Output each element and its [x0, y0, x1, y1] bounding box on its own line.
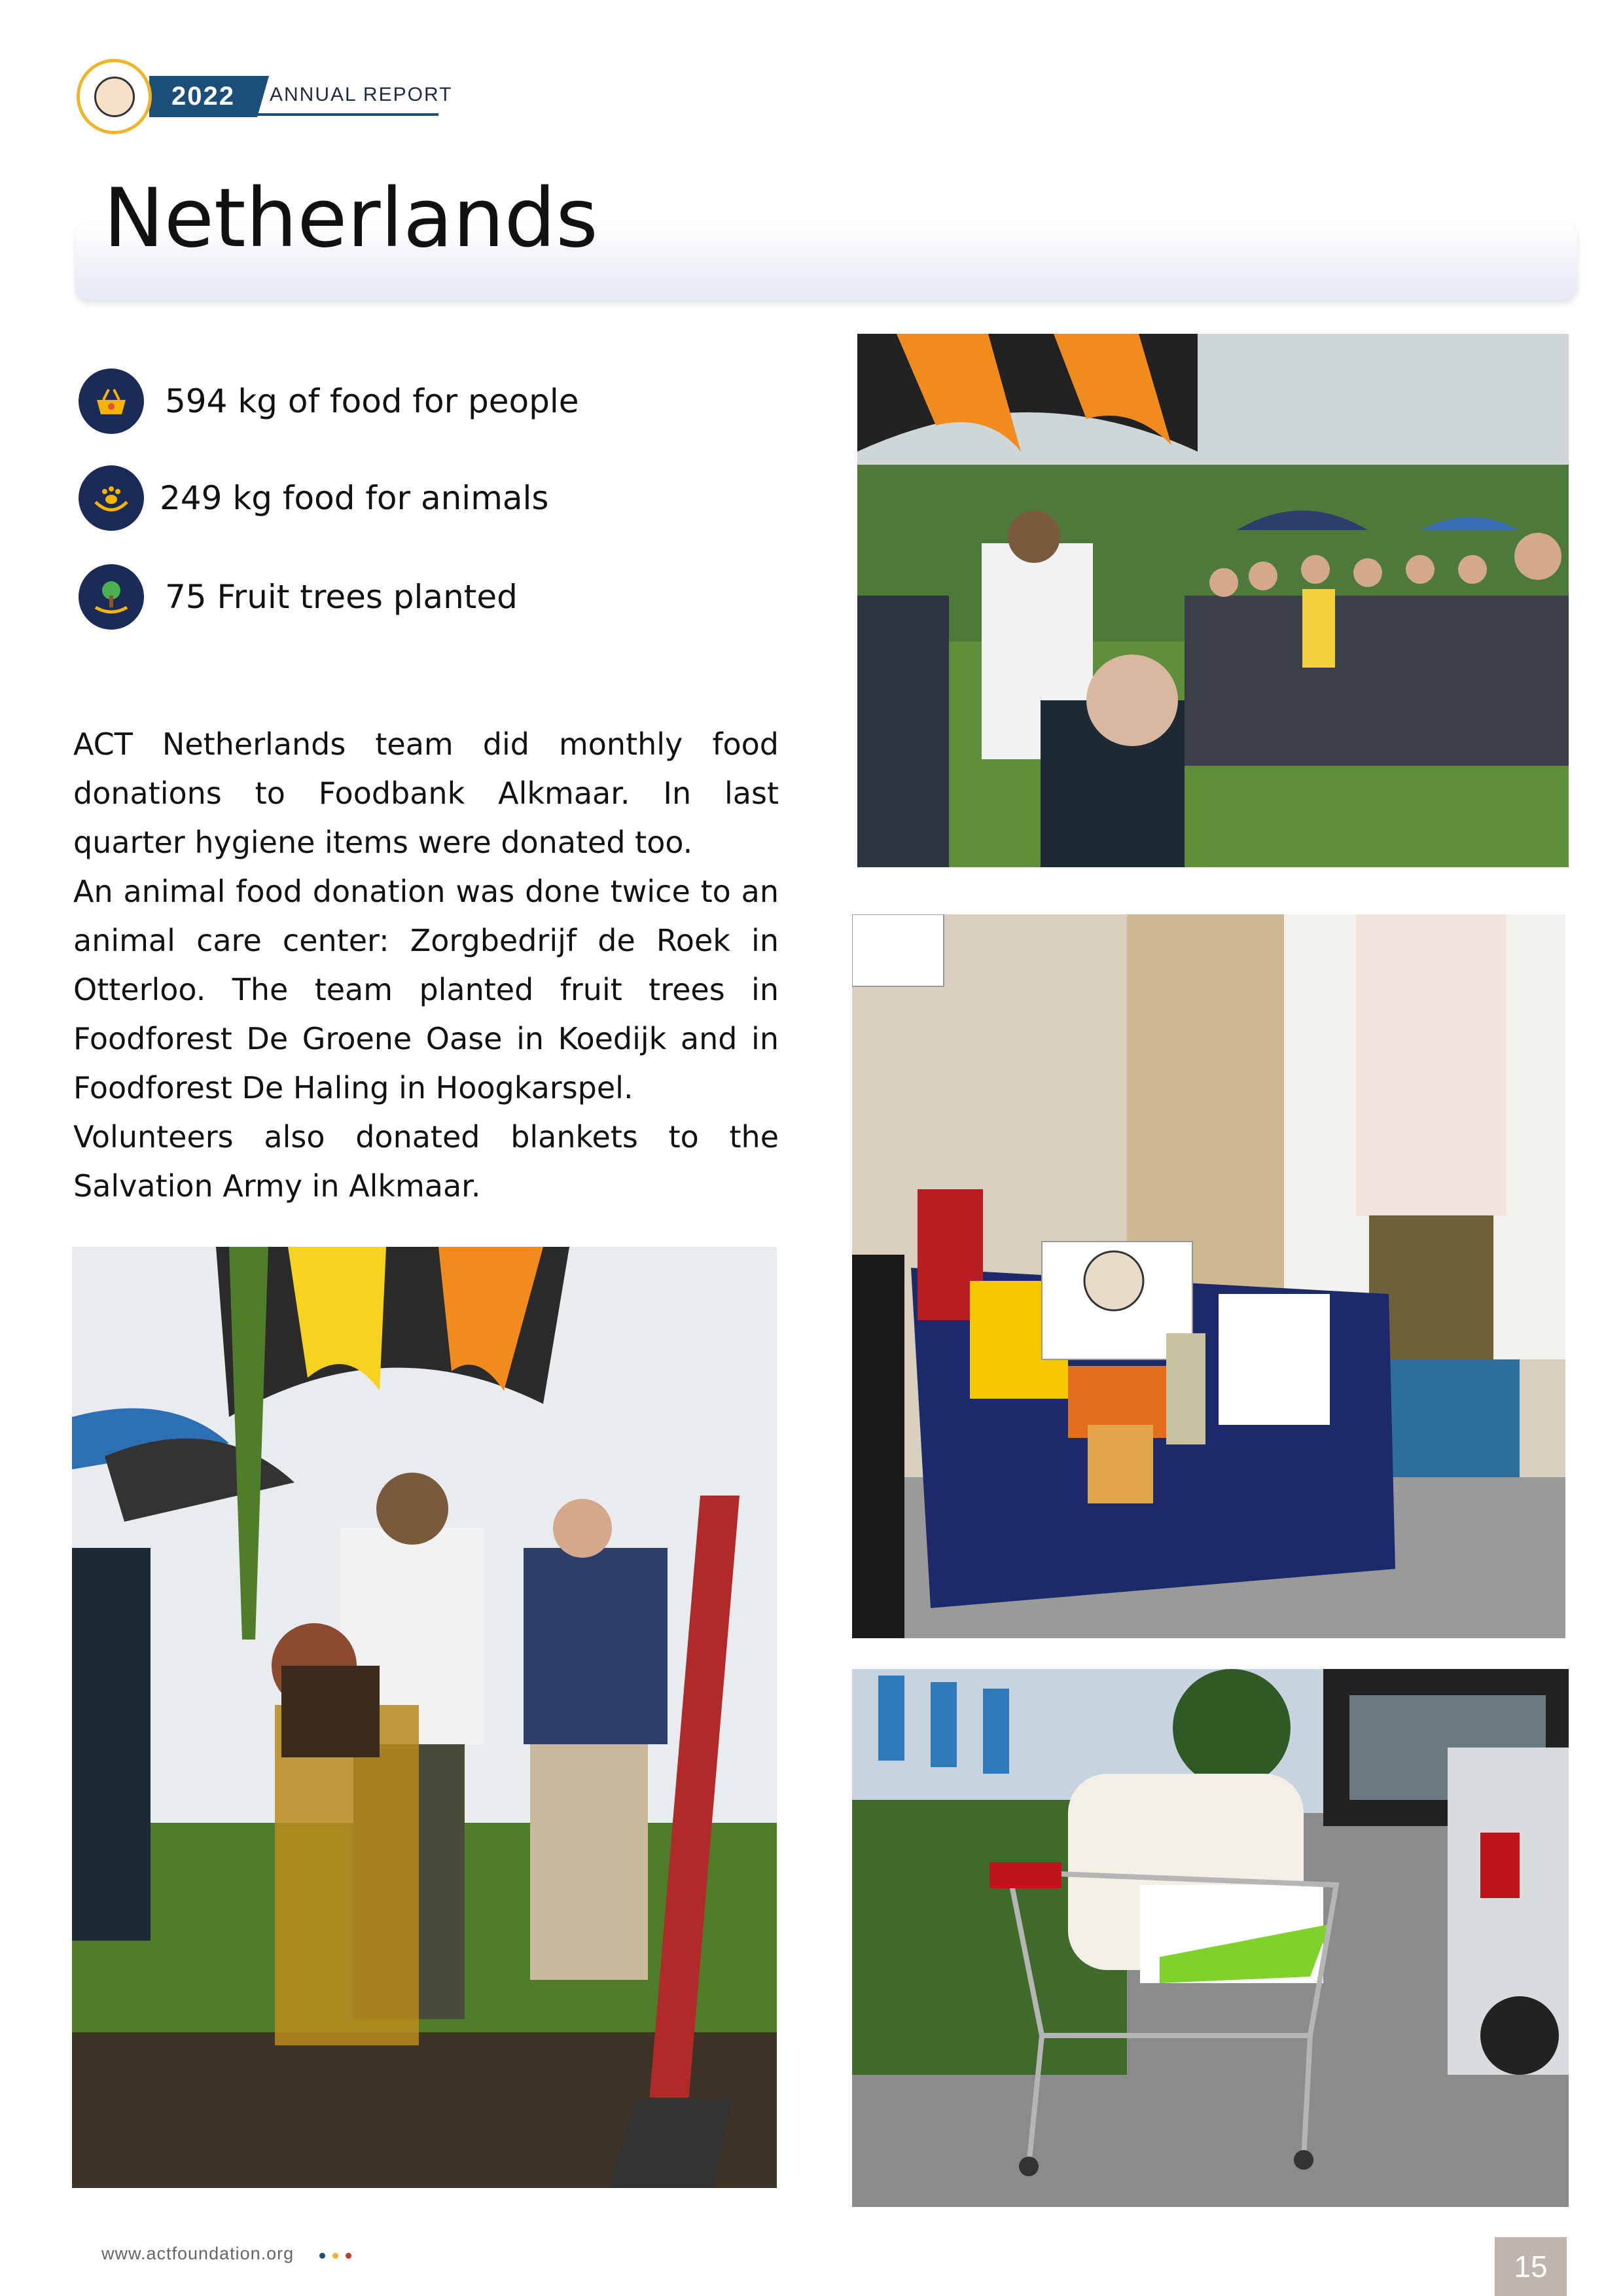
photo-crowd-umbrellas: [857, 334, 1569, 867]
footer-dot-icon: [332, 2253, 338, 2259]
paw-icon: [79, 465, 144, 531]
act-foundation-logo: [77, 59, 152, 134]
photo-tree-planting: [72, 1247, 777, 2188]
stat-text: 75 Fruit trees planted: [165, 578, 518, 616]
body-text: [73, 720, 779, 1211]
stat-item-trees: [79, 564, 518, 630]
report-label: ANNUAL REPORT: [270, 84, 453, 105]
stat-text: 249 kg food for animals: [160, 479, 549, 517]
body-paragraph: An animal food donation was done twice to an animal care center: Zorgbedrijf de Roek in Otterloo. The team planted fruit trees in Foodforest De Groene Oase in Koedijk and in Foodforest De Haling in Hoogkarspel.: [73, 874, 779, 1105]
body-paragraph: Volunteers also donated blankets to the Salvation Army in Alkmaar.: [73, 1119, 779, 1204]
photo-food-crate: [852, 914, 1565, 1638]
stat-text: 594 kg of food for people: [165, 382, 579, 420]
footer-dot-icon: [319, 2253, 325, 2259]
logo-face-icon: [94, 77, 135, 117]
footer-dot-icon: [346, 2253, 351, 2259]
year-box-tail: [257, 76, 269, 117]
page-number: 15: [1495, 2237, 1567, 2296]
header-underline: [149, 113, 438, 116]
footer-url[interactable]: www.actfoundation.org: [101, 2244, 294, 2263]
stat-item-food-people: [79, 368, 579, 434]
basket-icon: [79, 368, 144, 434]
report-year: 2022: [149, 76, 257, 117]
photo-blankets-cart: [852, 1669, 1569, 2207]
body-paragraph: ACT Netherlands team did monthly food donations to Foodbank Alkmaar. In last quarter hygiene items were donated too.: [73, 726, 779, 860]
stat-item-food-animals: [79, 465, 548, 531]
tree-icon: [79, 564, 144, 630]
page-title: Netherlands: [103, 171, 598, 266]
